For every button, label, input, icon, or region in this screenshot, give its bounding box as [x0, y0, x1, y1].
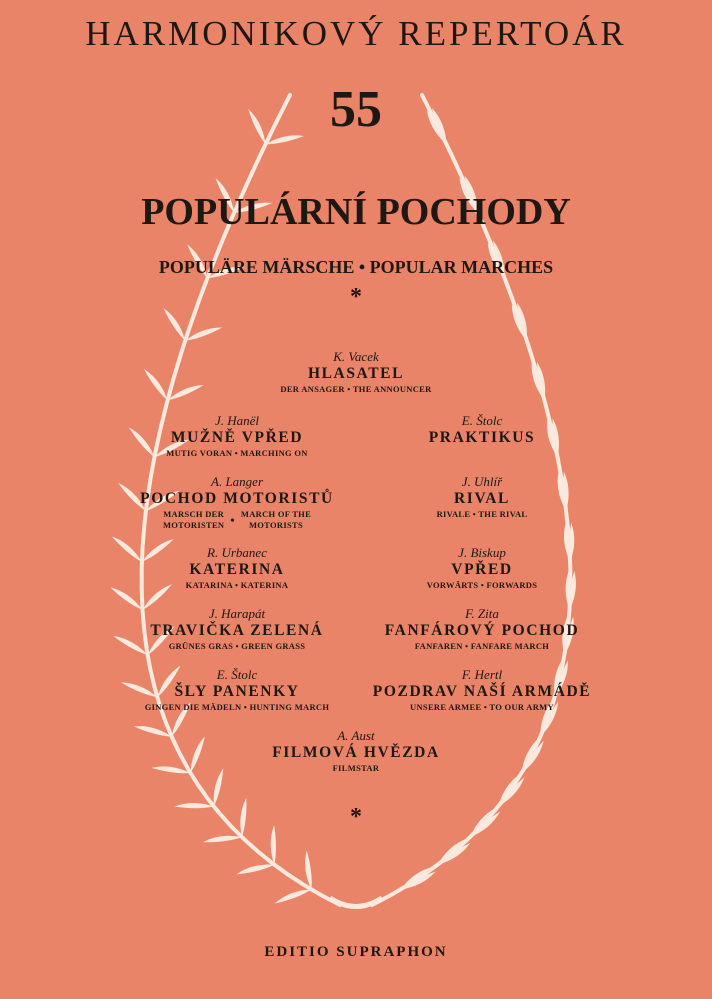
- piece-translation: KATARINA • KATERINA: [185, 580, 289, 590]
- translation-separator: •: [230, 512, 235, 527]
- composer: J. Biskup: [458, 545, 506, 560]
- piece-katerina: [97, 545, 377, 591]
- piece-title: VPŘED: [451, 561, 513, 578]
- piece-filmova-hvezda: [216, 728, 496, 774]
- asterisk-ornament-bottom: *: [350, 804, 362, 830]
- composer: J. Hanël: [214, 413, 260, 428]
- translation-german-line1: MARSCH DER: [163, 509, 225, 519]
- piece-translation: FANFAREN • FANFARE MARCH: [414, 641, 550, 651]
- piece-title: MUŽNĚ VPŘED: [170, 429, 304, 446]
- composer: A. Aust: [337, 728, 375, 743]
- piece-title: FANFÁROVÝ POCHOD: [384, 622, 580, 639]
- composer: E. Štolc: [461, 413, 503, 428]
- piece-translation: RIVALE • THE RIVAL: [436, 509, 528, 519]
- piece-rival: [342, 474, 622, 520]
- piece-title: FILMOVÁ HVĚZDA: [272, 744, 440, 761]
- piece-translation: GINGEN DIE MÄDELN • HUNTING MARCH: [144, 702, 330, 712]
- piece-translation: DER ANSAGER • THE ANNOUNCER: [280, 384, 432, 394]
- piece-travicka-zelena: [97, 606, 377, 652]
- main-title: POPULÁRNÍ POCHODY: [141, 191, 571, 233]
- piece-fanfarovy-pochod: [342, 606, 622, 652]
- piece-title: POCHOD MOTORISTŮ: [140, 490, 334, 507]
- piece-pochod-motoristu: [97, 474, 377, 531]
- composer: F. Hertl: [461, 667, 503, 682]
- composer: R. Urbanec: [207, 545, 267, 560]
- piece-sly-panenky: [97, 667, 377, 713]
- piece-translation: [97, 509, 377, 531]
- volume-number: 55: [330, 81, 382, 138]
- piece-muzne-vpred: [97, 413, 377, 459]
- translation-english-line2: MOTORISTS: [248, 520, 303, 530]
- piece-praktikus: [342, 413, 622, 448]
- piece-title: HLASATEL: [307, 365, 405, 382]
- composer: A. Langer: [211, 474, 263, 489]
- piece-title: RIVAL: [454, 490, 510, 507]
- piece-translation: UNSERE ARMEE • TO OUR ARMY: [410, 702, 554, 712]
- subtitle: POPULÄRE MÄRSCHE • POPULAR MARCHES: [158, 257, 554, 277]
- piece-pozdrav-nasi-armade: [342, 667, 622, 713]
- translation-german-line2: MOTORISTEN: [162, 520, 225, 530]
- series-title: HARMONIKOVÝ REPERTOÁR: [85, 14, 627, 53]
- composer: J. Harapát: [208, 606, 266, 621]
- asterisk-ornament-top: *: [350, 284, 362, 310]
- composer: K. Vacek: [333, 349, 379, 364]
- translation-english-line1: MARCH OF THE: [240, 509, 312, 519]
- publisher: EDITIO SUPRAPHON: [264, 944, 448, 960]
- piece-translation: VORWÄRTS • FORWARDS: [426, 580, 538, 590]
- composer: E. Štolc: [216, 667, 258, 682]
- composer: F. Zita: [465, 606, 499, 621]
- piece-title: POZDRAV NAŠÍ ARMÁDĚ: [372, 683, 592, 700]
- piece-translation: GRÜNES GRAS • GREEN GRASS: [168, 641, 306, 651]
- piece-vpred: [342, 545, 622, 591]
- piece-title: KATERINA: [189, 561, 285, 578]
- piece-translation: FILMSTAR: [332, 763, 380, 773]
- piece-title: PRAKTIKUS: [428, 429, 536, 446]
- piece-hlasatel: [216, 349, 496, 395]
- piece-title: ŠLY PANENKY: [174, 683, 300, 700]
- composer: J. Uhlíř: [461, 474, 503, 489]
- piece-title: TRAVIČKA ZELENÁ: [150, 622, 324, 639]
- piece-translation: MUTIG VORAN • MARCHING ON: [166, 448, 308, 458]
